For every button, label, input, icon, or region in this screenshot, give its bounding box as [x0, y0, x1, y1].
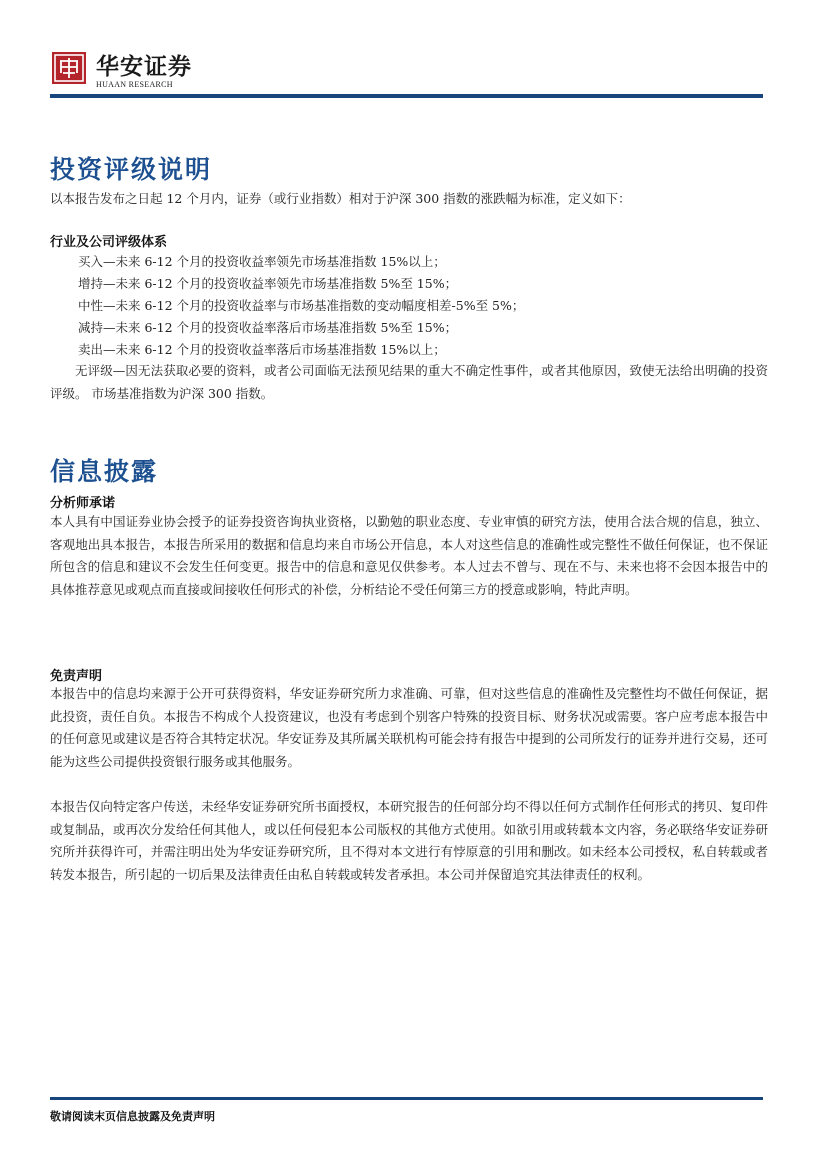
- brand-name-en: HUAAN RESEARCH: [96, 80, 173, 89]
- huaan-logo-icon: [52, 52, 86, 84]
- rating-item-neutral: 中性—未来 6-12 个月的投资收益率与市场基准指数的变动幅度相差-5%至 5%；: [78, 298, 525, 313]
- rating-item-buy: 买入—未来 6-12 个月的投资收益率领先市场基准指数 15%以上；: [78, 254, 446, 269]
- rating-system-title: 行业及公司评级体系: [50, 235, 168, 250]
- disclaimer-paragraph-1: 本报告中的信息均来源于公开可获得资料，华安证券研究所力求准确、可靠，但对这些信息的准确性及完整性均不做任何保证，据此投资，责任自负。本报告不构成个人投资建议，也没有考虑到个别客户特殊的投资目标、财务状况或需要。客户应考虑本报告中的任何意见或建议是否符合其特定状况。华安证券及其所属关联机构可能会持有报告中提到的公司所发行的证券并进行交易，还可能为这些公司提供投资银行服务或其他服务。: [50, 686, 768, 769]
- analyst-commitment-title: 分析师承诺: [50, 496, 116, 511]
- disclaimer-paragraph-2: 本报告仅向特定客户传送，未经华安证券研究所书面授权，本研究报告的任何部分均不得以任何方式制作任何形式的拷贝、复印件或复制品，或再次分发给任何其他人，或以任何侵犯本公司版权的其他方式使用。如欲引用或转载本文内容，务必联络华安证券研究所并获得许可，并需注明出处为华安证券研究所，且不得对本文进行有悖原意的引用和删改。如未经本公司授权，私自转载或者转发本报告，所引起的一切后果及法律责任由私自转载或转发者承担。本公司并保留追究其法律责任的权利。: [50, 799, 768, 882]
- disclosure-section-title: 信息披露: [50, 457, 159, 486]
- rating-item-underweight: 减持—未来 6-12 个月的投资收益率落后市场基准指数 5%至 15%；: [78, 320, 458, 335]
- disclaimer-title: 免责声明: [50, 669, 103, 684]
- header-divider: [50, 94, 763, 98]
- rating-item-sell: 卖出—未来 6-12 个月的投资收益率落后市场基准指数 15%以上；: [78, 342, 446, 357]
- footer-note: 敬请阅读末页信息披露及免责声明: [50, 1110, 215, 1123]
- rating-item-overweight: 增持—未来 6-12 个月的投资收益率领先市场基准指数 5%至 15%；: [78, 276, 458, 291]
- brand-name-cn: 华安证券: [96, 53, 192, 80]
- footer-divider: [50, 1097, 763, 1100]
- rating-no-rating: 无评级—因无法获取必要的资料，或者公司面临无法预见结果的重大不确定性事件，或者其他原因，致使无法给出明确的投资评级。 市场基准指数为沪深 300 指数。: [50, 363, 768, 401]
- analyst-commitment-text: 本人具有中国证券业协会授予的证券投资咨询执业资格，以勤勉的职业态度、专业审慎的研究方法，使用合法合规的信息，独立、客观地出具本报告，本报告所采用的数据和信息均来自市场公开信息，本人对这些信息的准确性或完整性不做任何保证，也不保证所包含的信息和建议不会发生任何变更。报告中的信息和意见仅供参考。本人过去不曾与、现在不与、未来也将不会因本报告中的具体推荐意见或观点而直接或间接收任何形式的补偿，分析结论不受任何第三方的授意或影响，特此声明。: [50, 514, 768, 597]
- rating-section-title: 投资评级说明: [50, 155, 213, 184]
- page-header: [0, 0, 827, 100]
- rating-intro: 以本报告发布之日起 12 个月内，证券（或行业指数）相对于沪深 300 指数的涨跌幅为标准，定义如下：: [50, 191, 631, 206]
